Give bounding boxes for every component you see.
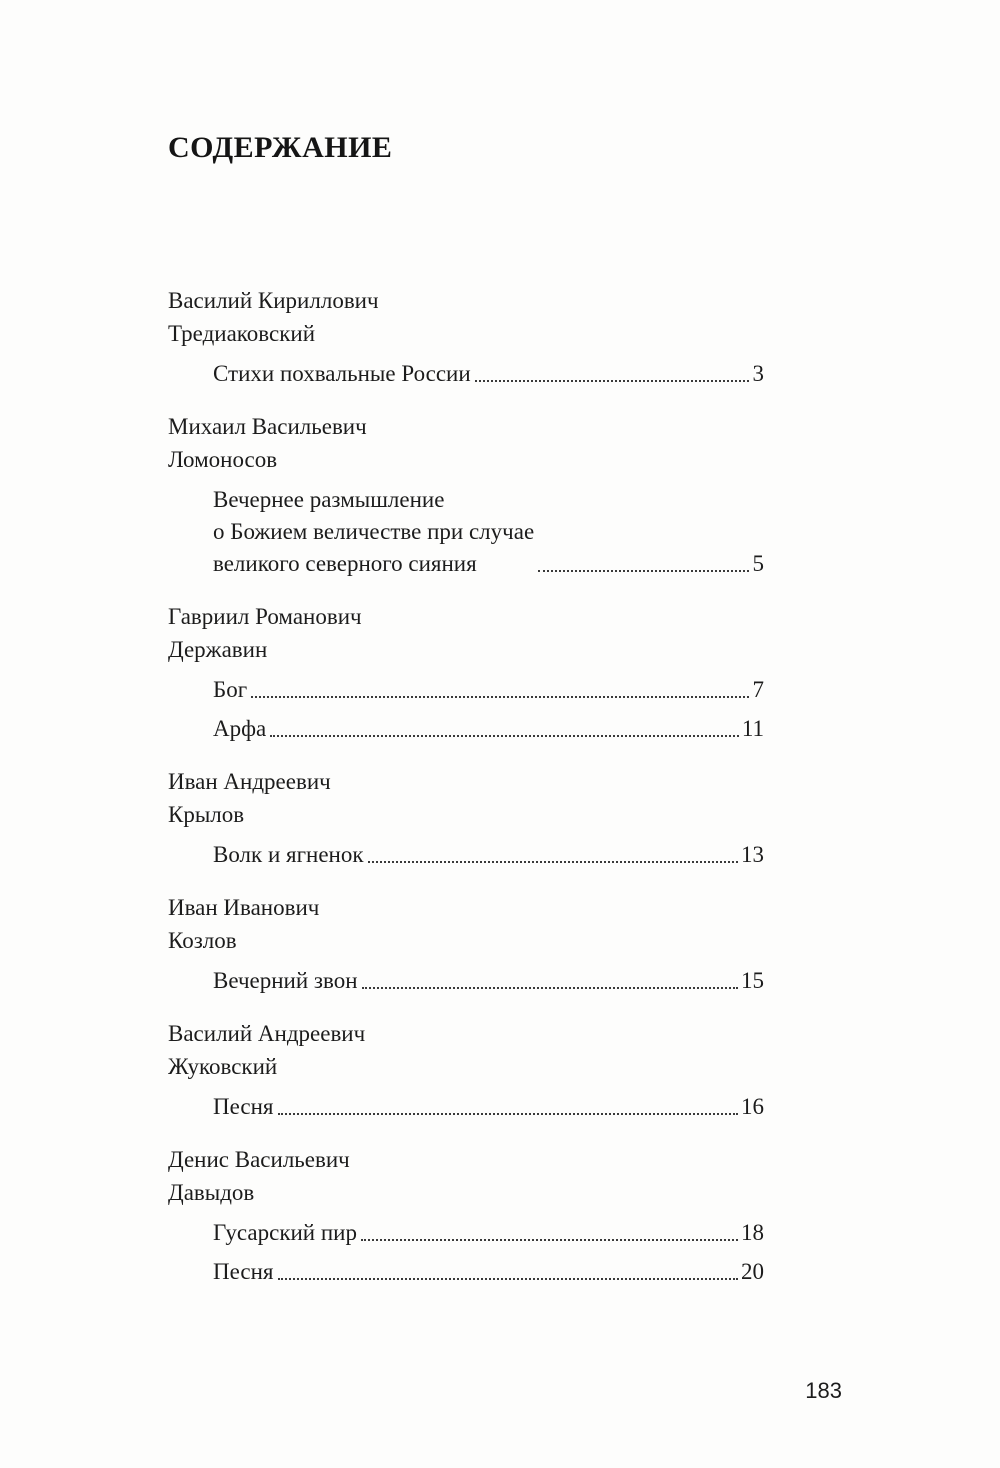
author-first-name: Василий Кириллович [168,288,379,313]
work-title [213,965,358,997]
dot-leader [278,1277,739,1280]
toc-entry [213,358,764,390]
author-last-name: Тредиаковский [168,321,316,346]
toc-entry [213,1256,764,1288]
work-title-line: великого северного сияния [213,551,477,576]
work-title-line: Вечерний звон [213,968,358,993]
work-page-number: 7 [752,677,764,702]
toc-author-block [168,600,768,745]
author-first-name: Денис Васильевич [168,1147,350,1172]
work-page-number: 16 [741,1094,764,1119]
work-title-line: Бог [213,677,248,702]
works-list [168,965,764,997]
author-last-name: Ломоносов [168,447,278,472]
author-name [168,410,768,476]
author-first-name: Иван Иванович [168,895,320,920]
work-title-line: Песня [213,1094,274,1119]
work-page-number: 15 [741,968,764,993]
work-title-line: Вечернее размышление [213,487,445,512]
work-title [213,674,247,706]
author-last-name: Державин [168,637,268,662]
author-name [168,765,768,831]
works-list [168,839,764,871]
dot-leader [361,1238,738,1241]
toc-entry [213,713,764,745]
dot-leader [368,860,738,863]
author-last-name: Козлов [168,928,237,953]
works-list [168,358,764,390]
author-last-name: Давыдов [168,1180,255,1205]
work-page-number: 3 [752,361,764,386]
work-title [213,1091,274,1123]
dot-leader [278,1112,739,1115]
toc-author-block [168,284,768,390]
toc-author-block [168,891,768,997]
works-list [168,484,764,580]
page-number: 183 [805,1378,842,1403]
dot-leader [251,695,749,698]
author-last-name: Крылов [168,802,245,827]
dot-leader [270,734,739,737]
author-name [168,1143,768,1209]
author-last-name: Жуковский [168,1054,278,1079]
author-name [168,891,768,957]
author-name [168,600,768,666]
toc-entry [213,965,764,997]
author-name [168,1017,768,1083]
work-title [213,358,471,390]
works-list [168,1217,764,1288]
work-title-line: о Божием величестве при случае [213,519,535,544]
author-name [168,284,768,350]
toc-author-block [168,410,768,580]
author-first-name: Михаил Васильевич [168,414,367,439]
work-page-number: 11 [741,716,764,741]
toc-entry [213,484,764,580]
work-title [213,713,266,745]
work-title-line: Стихи похвальные России [213,361,471,386]
page-title: СОДЕРЖАНИЕ [168,131,393,164]
author-first-name: Василий Андреевич [168,1021,366,1046]
work-title-line: Гусарский пир [213,1220,357,1245]
work-title-line: Песня [213,1259,274,1284]
work-title-line: Арфа [213,716,267,741]
toc-entry [213,674,764,706]
author-first-name: Иван Андреевич [168,769,331,794]
works-list [168,674,764,745]
work-page-number: 5 [752,551,764,576]
toc-entry [213,839,764,871]
work-page-number: 13 [741,842,764,867]
work-title [213,484,534,580]
dot-leader [538,569,749,572]
dot-leader [475,379,749,382]
table-of-contents [168,284,768,1308]
toc-author-block [168,1143,768,1288]
dot-leader [362,986,738,989]
author-first-name: Гавриил Романович [168,604,362,629]
work-title [213,839,364,871]
work-page-number: 20 [741,1259,764,1284]
toc-author-block [168,1017,768,1123]
work-page-number: 18 [741,1220,764,1245]
toc-entry [213,1217,764,1249]
work-title [213,1217,357,1249]
work-title [213,1256,274,1288]
toc-entry [213,1091,764,1123]
toc-author-block [168,765,768,871]
work-title-line: Волк и ягненок [213,842,364,867]
works-list [168,1091,764,1123]
